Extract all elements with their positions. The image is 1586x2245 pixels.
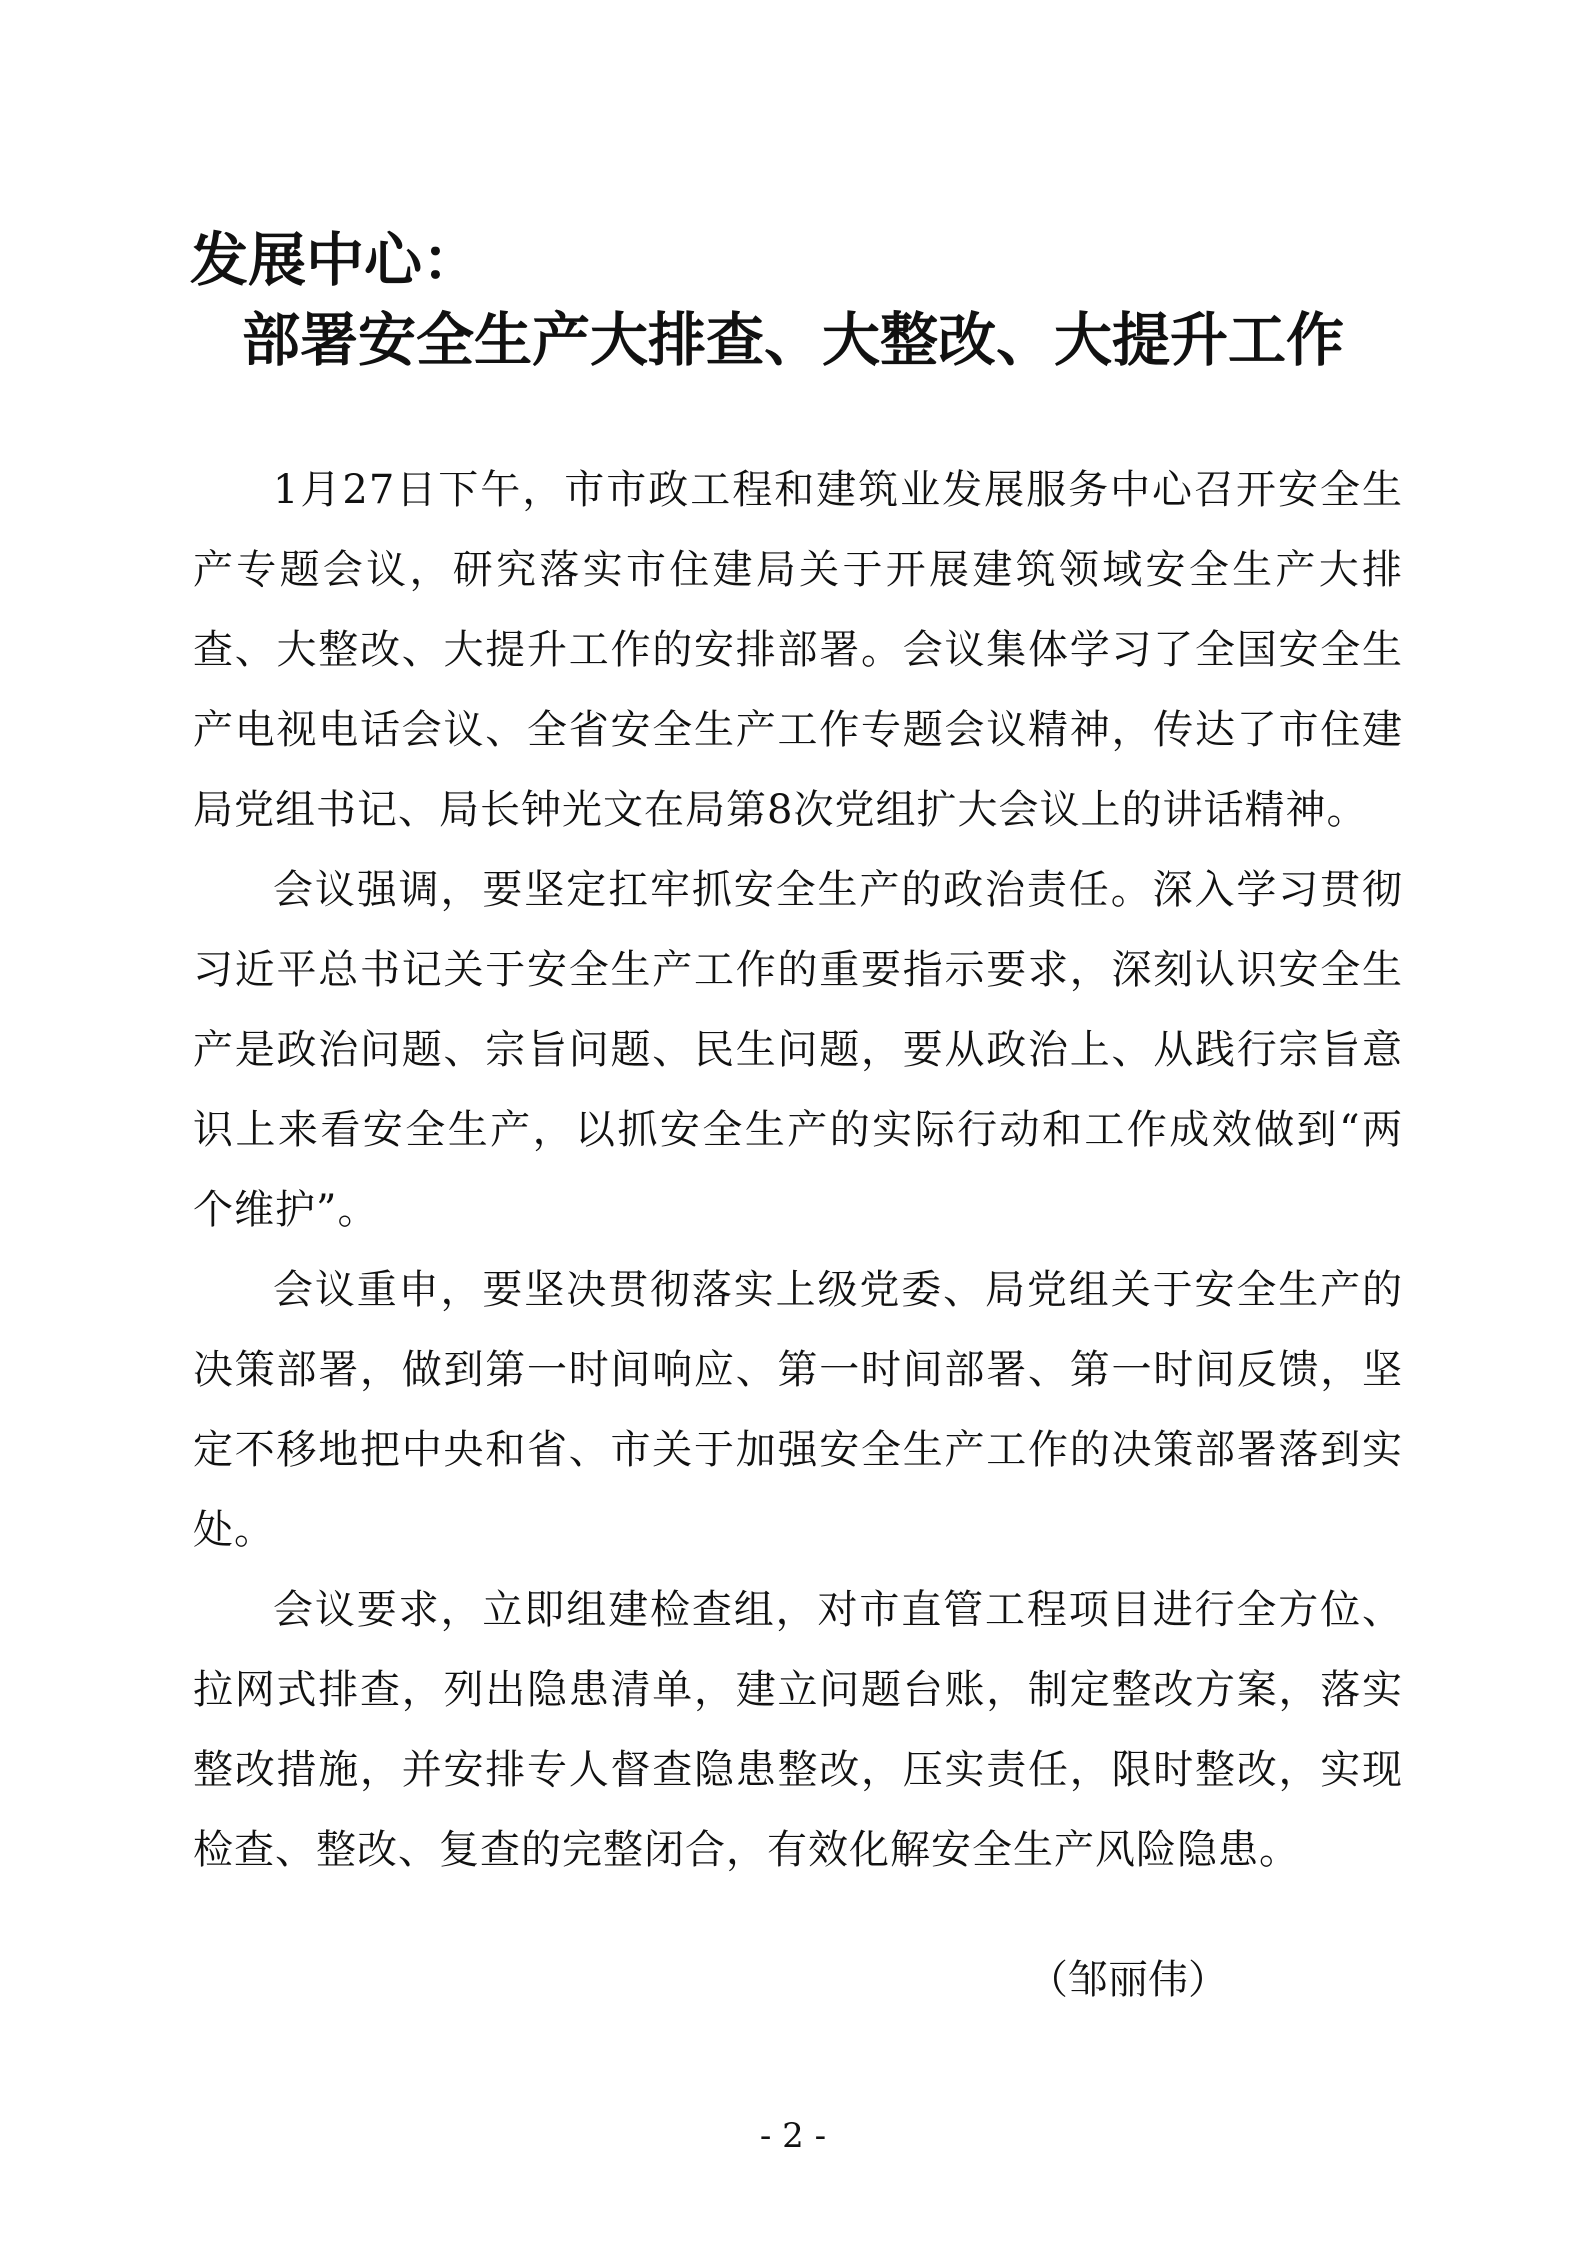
- article-body: [193, 450, 1403, 1890]
- page-number: - 2 -: [759, 2116, 827, 2156]
- article-title-line-1: 发展中心：: [190, 226, 481, 294]
- paragraph-1: 1月27日下午，市市政工程和建筑业发展服务中心召开安全生产专题会议，研究落实市住建局关于开展建筑领域安全生产大排查、大整改、大提升工作的安排部署。会议集体学习了全国安全生产电视电话会议、全省安全生产工作专题会议精神，传达了市住建局党组书记、局长钟光文在局第8次党组扩大会议上的讲话精神。: [193, 467, 1403, 833]
- paragraph-4: 会议要求，立即组建检查组，对市直管工程项目进行全方位、拉网式排查，列出隐患清单，建立问题台账，制定整改方案，落实整改措施，并安排专人督查隐患整改，压实责任，限时整改，实现检查、整改、复查的完整闭合，有效化解安全生产风险隐患。: [193, 1587, 1403, 1873]
- paragraph-2: 会议强调，要坚定扛牢抓安全生产的政治责任。深入学习贯彻习近平总书记关于安全生产工作的重要指示要求，深刻认识安全生产是政治问题、宗旨问题、民生问题，要从政治上、从践行宗旨意识上来看安全生产，以抓安全生产的实际行动和工作成效做到“两个维护”。: [193, 867, 1403, 1233]
- author-byline: （邹丽伟）: [1028, 1957, 1228, 2003]
- paragraph-3: 会议重申，要坚决贯彻落实上级党委、局党组关于安全生产的决策部署，做到第一时间响应、第一时间部署、第一时间反馈，坚定不移地把中央和省、市关于加强安全生产工作的决策部署落到实处。: [193, 1267, 1403, 1553]
- article-title-line-2: 部署安全生产大排查、大整改、大提升工作: [242, 306, 1345, 374]
